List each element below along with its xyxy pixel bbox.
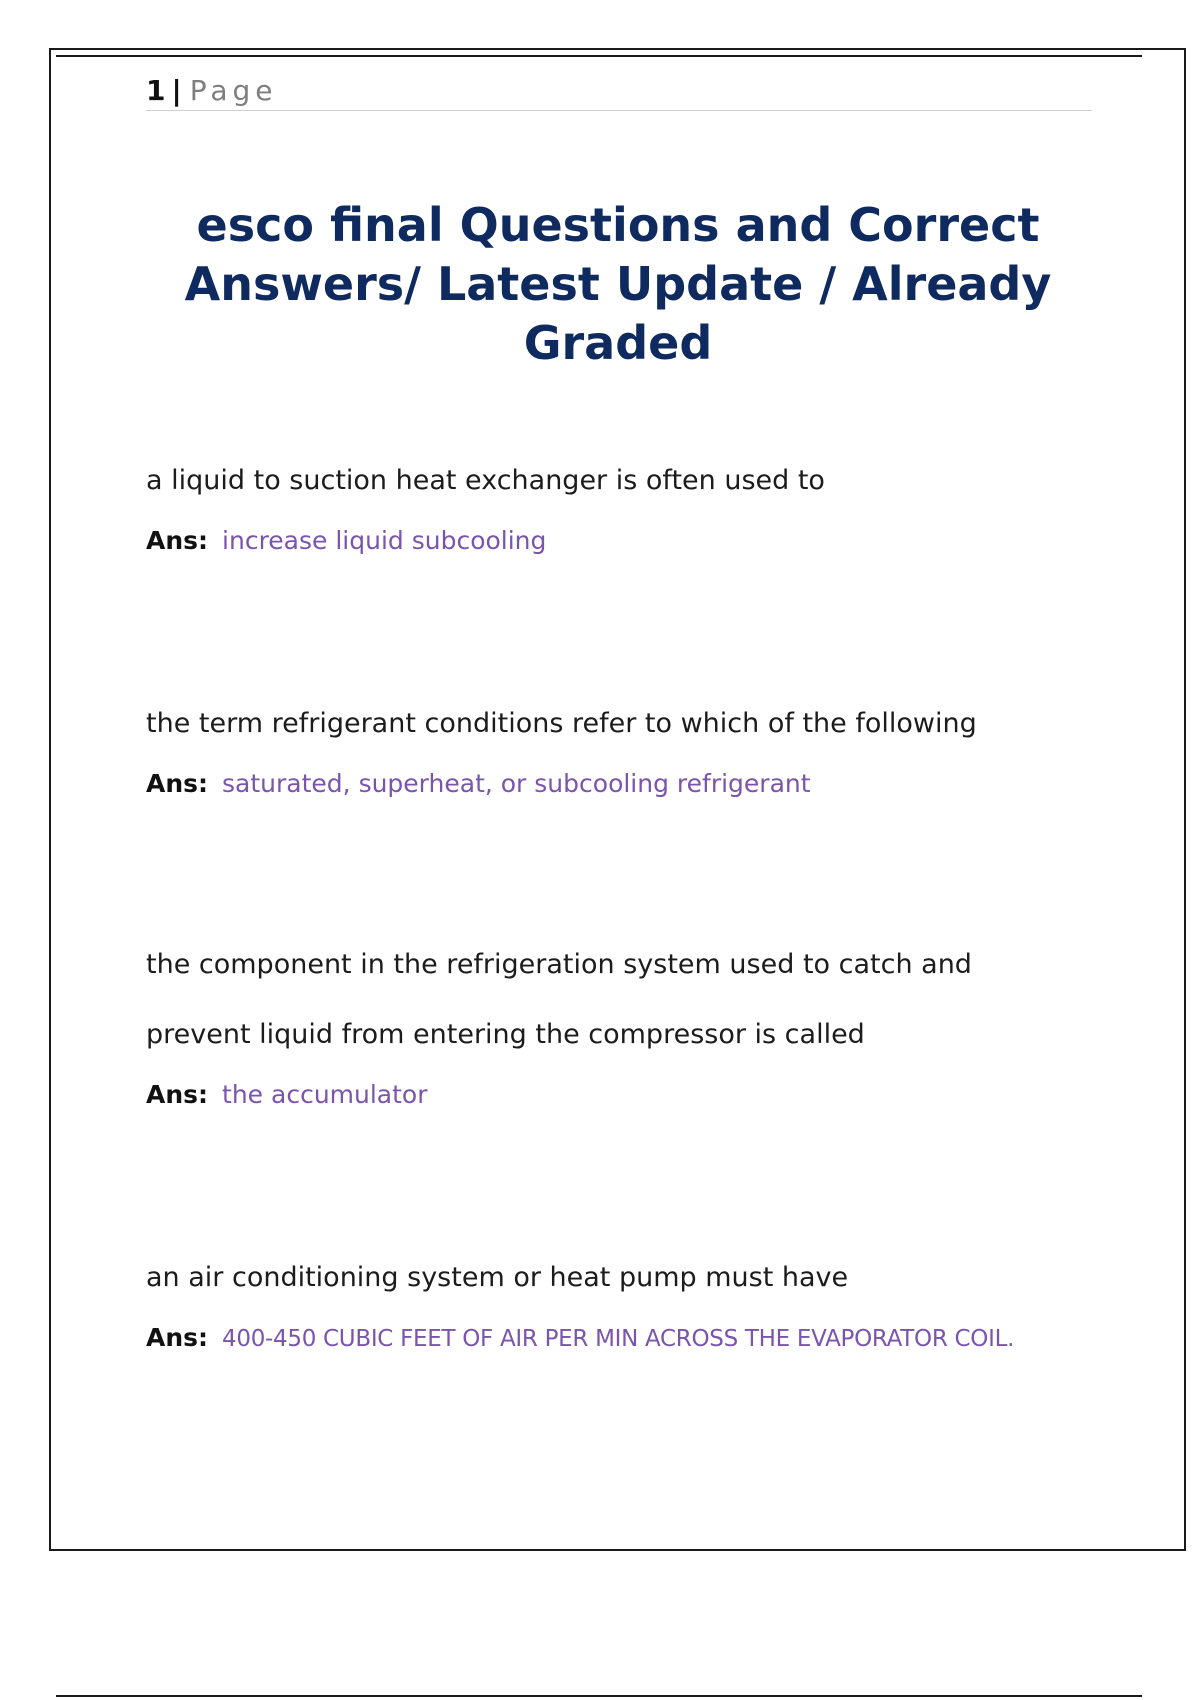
answer-text-4: 400-450 CUBIC FEET OF AIR PER MIN ACROSS THE EVAPORATOR COIL.: [222, 1326, 1015, 1352]
qa-item-3: [146, 930, 1146, 1112]
page-header: [146, 74, 1092, 111]
bottom-rule: [56, 1695, 1142, 1697]
answer-1: [146, 524, 1146, 558]
top-rule: [56, 55, 1142, 57]
answer-label: Ans:: [146, 1323, 209, 1352]
answer-text-2: saturated, superheat, or subcooling refrigerant: [222, 769, 811, 798]
document-title: esco final Questions and Correct Answers/ Latest Update / Already Graded: [184, 198, 1052, 370]
page-separator: |: [171, 74, 182, 107]
page-label: Page: [189, 74, 278, 107]
question-1: a liquid to suction heat exchanger is often used to: [146, 465, 825, 496]
question-3: the component in the refrigeration system used to catch and prevent liquid from entering the compressor is called: [146, 949, 972, 1050]
question-2: the term refrigerant conditions refer to which of the following: [146, 708, 977, 739]
answer-text-1: increase liquid subcooling: [222, 526, 547, 555]
answer-3: [146, 1078, 1146, 1112]
answer-2: [146, 767, 1146, 801]
answer-label: Ans:: [146, 526, 209, 555]
answer-label: Ans:: [146, 769, 209, 798]
qa-item-4: [146, 1243, 1146, 1356]
page-number: 1: [146, 74, 166, 107]
answer-text-3: the accumulator: [222, 1080, 428, 1109]
answer-4: [146, 1321, 1146, 1356]
qa-item-2: [146, 689, 1146, 801]
answer-label: Ans:: [146, 1080, 209, 1109]
qa-item-1: [146, 446, 1146, 558]
question-4: an air conditioning system or heat pump must have: [146, 1262, 849, 1293]
